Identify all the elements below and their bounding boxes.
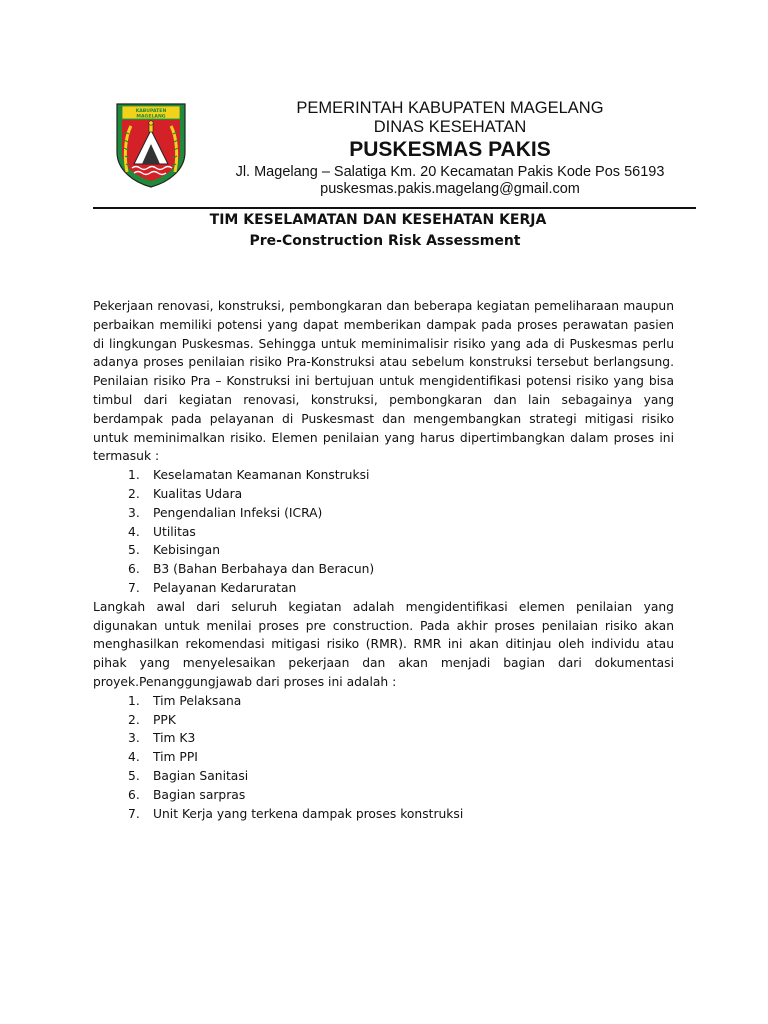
letterhead-department: DINAS KESEHATAN xyxy=(373,118,527,136)
list-item xyxy=(93,711,674,730)
responsible-parties-list xyxy=(93,692,674,824)
list-item xyxy=(93,485,674,504)
document-body xyxy=(93,297,674,823)
list-item-text: Tim PPI xyxy=(153,750,198,765)
list-item-number: 1. xyxy=(128,468,140,483)
list-item-text: Unit Kerja yang terkena dampak proses konstruksi xyxy=(153,806,464,821)
list-item-number: 3. xyxy=(128,731,140,746)
list-item-text: Kualitas Udara xyxy=(153,486,243,501)
list-item-text: Tim Pelaksana xyxy=(153,693,242,708)
document-title xyxy=(120,211,650,253)
list-item-number: 6. xyxy=(128,562,140,577)
assessment-elements-list xyxy=(93,466,674,598)
kabupaten-magelang-emblem-icon xyxy=(114,102,188,188)
list-item xyxy=(93,692,674,711)
responsibility-paragraph: Langkah awal dari seluruh kegiatan adalah mengidentifikasi elemen penilaian yang digunakan untuk menilai proses pre construction. Pada akhir proses penilaian risiko akan menghasilkan rekomendasi mitigasi risiko (RMR). RMR ini akan ditinjau oleh individu atau pihak yang menyelesaikan pekerjaan dan akan menjadi bagian dari dokumentasi proyek.Penanggungjawab dari proses ini adalah : xyxy=(93,599,674,689)
list-item xyxy=(93,504,674,523)
list-item xyxy=(93,805,674,824)
list-item xyxy=(93,466,674,485)
list-item xyxy=(93,579,674,598)
letterhead-institution: PUSKESMAS PAKIS xyxy=(349,138,551,161)
list-item-number: 7. xyxy=(128,806,140,821)
letterhead-address: Jl. Magelang – Salatiga Km. 20 Kecamatan Pakis Kode Pos 56193 xyxy=(235,164,665,180)
intro-paragraph: Pekerjaan renovasi, konstruksi, pembongkaran dan beberapa kegiatan pemeliharaan maupun perbaikan memiliki potensi yang dapat memberikan dampak pada proses perawatan pasien di lingkungan Puskesmas. Sehingga untuk meminimalisir risiko yang ada di Puskesmas perlu adanya proses penilaian risiko Pra-Konstruksi atau sebelum konstruksi tersebut berlangsung. Penilaian risiko Pra – Konstruksi ini bertujuan untuk mengidentifikasi potensi risiko yang bisa timbul dari kegiatan renovasi, konstruksi, pembongkaran dan lain sebagainya yang berdampak pada pelayanan di Puskesmast dan mengembangkan strategi mitigasi risiko untuk meminimalkan risiko. Elemen penilaian yang harus dipertimbangkan dalam proses ini termasuk : xyxy=(93,299,674,464)
list-item-number: 4. xyxy=(128,524,140,539)
letterhead xyxy=(200,99,700,198)
title-line-2: Pre-Construction Risk Assessment xyxy=(249,233,521,249)
svg-text:KABUPATEN: KABUPATEN xyxy=(135,109,167,114)
list-item-text: Kebisingan xyxy=(153,543,220,558)
letterhead-email: puskesmas.pakis.magelang@gmail.com xyxy=(320,181,580,197)
list-item-text: Pelayanan Kedaruratan xyxy=(153,580,297,595)
list-item-number: 7. xyxy=(128,580,140,595)
list-item-text: B3 (Bahan Berbahaya dan Beracun) xyxy=(153,562,375,577)
list-item xyxy=(93,523,674,542)
list-item-number: 3. xyxy=(128,505,140,520)
list-item-text: Bagian Sanitasi xyxy=(153,768,249,783)
list-item xyxy=(93,729,674,748)
list-item xyxy=(93,541,674,560)
list-item-number: 2. xyxy=(128,486,140,501)
list-item xyxy=(93,786,674,805)
list-item xyxy=(93,748,674,767)
list-item-text: Bagian sarpras xyxy=(153,787,246,802)
list-item-number: 5. xyxy=(128,768,140,783)
list-item-text: Utilitas xyxy=(153,524,196,539)
svg-text:MAGELANG: MAGELANG xyxy=(136,114,166,120)
list-item-number: 5. xyxy=(128,543,140,558)
list-item-text: Tim K3 xyxy=(153,731,196,746)
list-item-text: PPK xyxy=(153,712,176,727)
list-item-text: Keselamatan Keamanan Konstruksi xyxy=(153,468,370,483)
list-item-number: 4. xyxy=(128,750,140,765)
list-item xyxy=(93,767,674,786)
letterhead-divider xyxy=(93,207,696,209)
list-item xyxy=(93,560,674,579)
list-item-number: 6. xyxy=(128,787,140,802)
list-item-text: Pengendalian Infeksi (ICRA) xyxy=(153,505,323,520)
letterhead-government: PEMERINTAH KABUPATEN MAGELANG xyxy=(296,99,604,117)
list-item-number: 1. xyxy=(128,693,140,708)
title-line-1: TIM KESELAMATAN DAN KESEHATAN KERJA xyxy=(209,212,547,228)
list-item-number: 2. xyxy=(128,712,140,727)
